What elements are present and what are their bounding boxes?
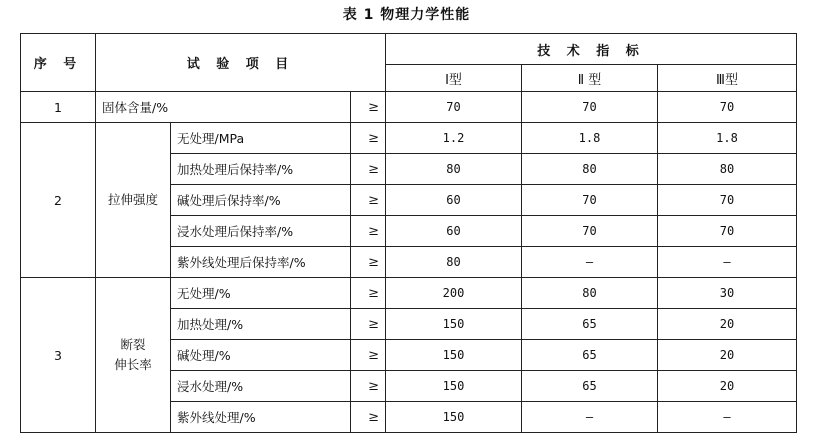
- value-type-2: 70: [522, 92, 658, 123]
- header-item: 试 验 项 目: [96, 34, 386, 92]
- value-type-3: 70: [658, 92, 797, 123]
- header-row-1: [21, 34, 797, 65]
- value-type-2: —: [522, 402, 658, 433]
- value-type-3: —: [658, 402, 797, 433]
- group-label: [96, 278, 171, 433]
- row-item: 固体含量/%: [96, 92, 351, 123]
- ge-symbol: ≥: [351, 154, 386, 185]
- value-type-1: 1.2: [386, 123, 522, 154]
- table-title: 表 1 物理力学性能: [342, 7, 471, 23]
- group-label: 拉伸强度: [96, 123, 171, 278]
- value-type-3: 70: [658, 216, 797, 247]
- ge-symbol: ≥: [351, 216, 386, 247]
- ge-symbol: ≥: [351, 309, 386, 340]
- header-tech: 技 术 指 标: [386, 34, 797, 65]
- value-type-1: 80: [386, 154, 522, 185]
- header-type-2: Ⅱ 型: [522, 65, 658, 92]
- ge-symbol: ≥: [351, 92, 386, 123]
- value-type-1: 80: [386, 247, 522, 278]
- value-type-2: 70: [522, 185, 658, 216]
- header-seq: 序 号: [21, 34, 96, 92]
- ge-symbol: ≥: [351, 185, 386, 216]
- row-item: 加热处理/%: [171, 309, 351, 340]
- value-type-2: 80: [522, 154, 658, 185]
- value-type-3: 20: [658, 371, 797, 402]
- ge-symbol: ≥: [351, 247, 386, 278]
- row-item: 无处理/%: [171, 278, 351, 309]
- row-seq: 1: [21, 92, 96, 123]
- row-item: 浸水处理/%: [171, 371, 351, 402]
- ge-symbol: ≥: [351, 278, 386, 309]
- group-seq: 3: [21, 278, 96, 433]
- value-type-3: 1.8: [658, 123, 797, 154]
- value-type-3: 20: [658, 309, 797, 340]
- group-label-line1: 断裂: [120, 337, 146, 352]
- value-type-3: 30: [658, 278, 797, 309]
- value-type-1: 150: [386, 340, 522, 371]
- value-type-1: 150: [386, 371, 522, 402]
- row-item: 加热处理后保持率/%: [171, 154, 351, 185]
- value-type-3: 20: [658, 340, 797, 371]
- ge-symbol: ≥: [351, 123, 386, 154]
- row-item: 碱处理后保持率/%: [171, 185, 351, 216]
- row-item: 无处理/MPa: [171, 123, 351, 154]
- value-type-1: 60: [386, 185, 522, 216]
- header-type-1: Ⅰ型: [386, 65, 522, 92]
- value-type-1: 200: [386, 278, 522, 309]
- value-type-3: 70: [658, 185, 797, 216]
- value-type-3: 80: [658, 154, 797, 185]
- value-type-2: —: [522, 247, 658, 278]
- value-type-1: 150: [386, 402, 522, 433]
- group-seq: 2: [21, 123, 96, 278]
- value-type-3: —: [658, 247, 797, 278]
- value-type-1: 150: [386, 309, 522, 340]
- ge-symbol: ≥: [351, 371, 386, 402]
- value-type-2: 65: [522, 340, 658, 371]
- row-item: 紫外线处理后保持率/%: [171, 247, 351, 278]
- table-row: [21, 278, 797, 309]
- row-item: 碱处理/%: [171, 340, 351, 371]
- value-type-2: 70: [522, 216, 658, 247]
- group-label-line2: 伸长率: [114, 357, 152, 372]
- table-row: [21, 92, 797, 123]
- value-type-2: 65: [522, 309, 658, 340]
- row-item: 浸水处理后保持率/%: [171, 216, 351, 247]
- ge-symbol: ≥: [351, 340, 386, 371]
- table-row: [21, 123, 797, 154]
- value-type-1: 60: [386, 216, 522, 247]
- ge-symbol: ≥: [351, 402, 386, 433]
- properties-table: [20, 33, 797, 433]
- value-type-2: 1.8: [522, 123, 658, 154]
- value-type-2: 65: [522, 371, 658, 402]
- row-item: 紫外线处理/%: [171, 402, 351, 433]
- header-type-3: Ⅲ型: [658, 65, 797, 92]
- value-type-2: 80: [522, 278, 658, 309]
- value-type-1: 70: [386, 92, 522, 123]
